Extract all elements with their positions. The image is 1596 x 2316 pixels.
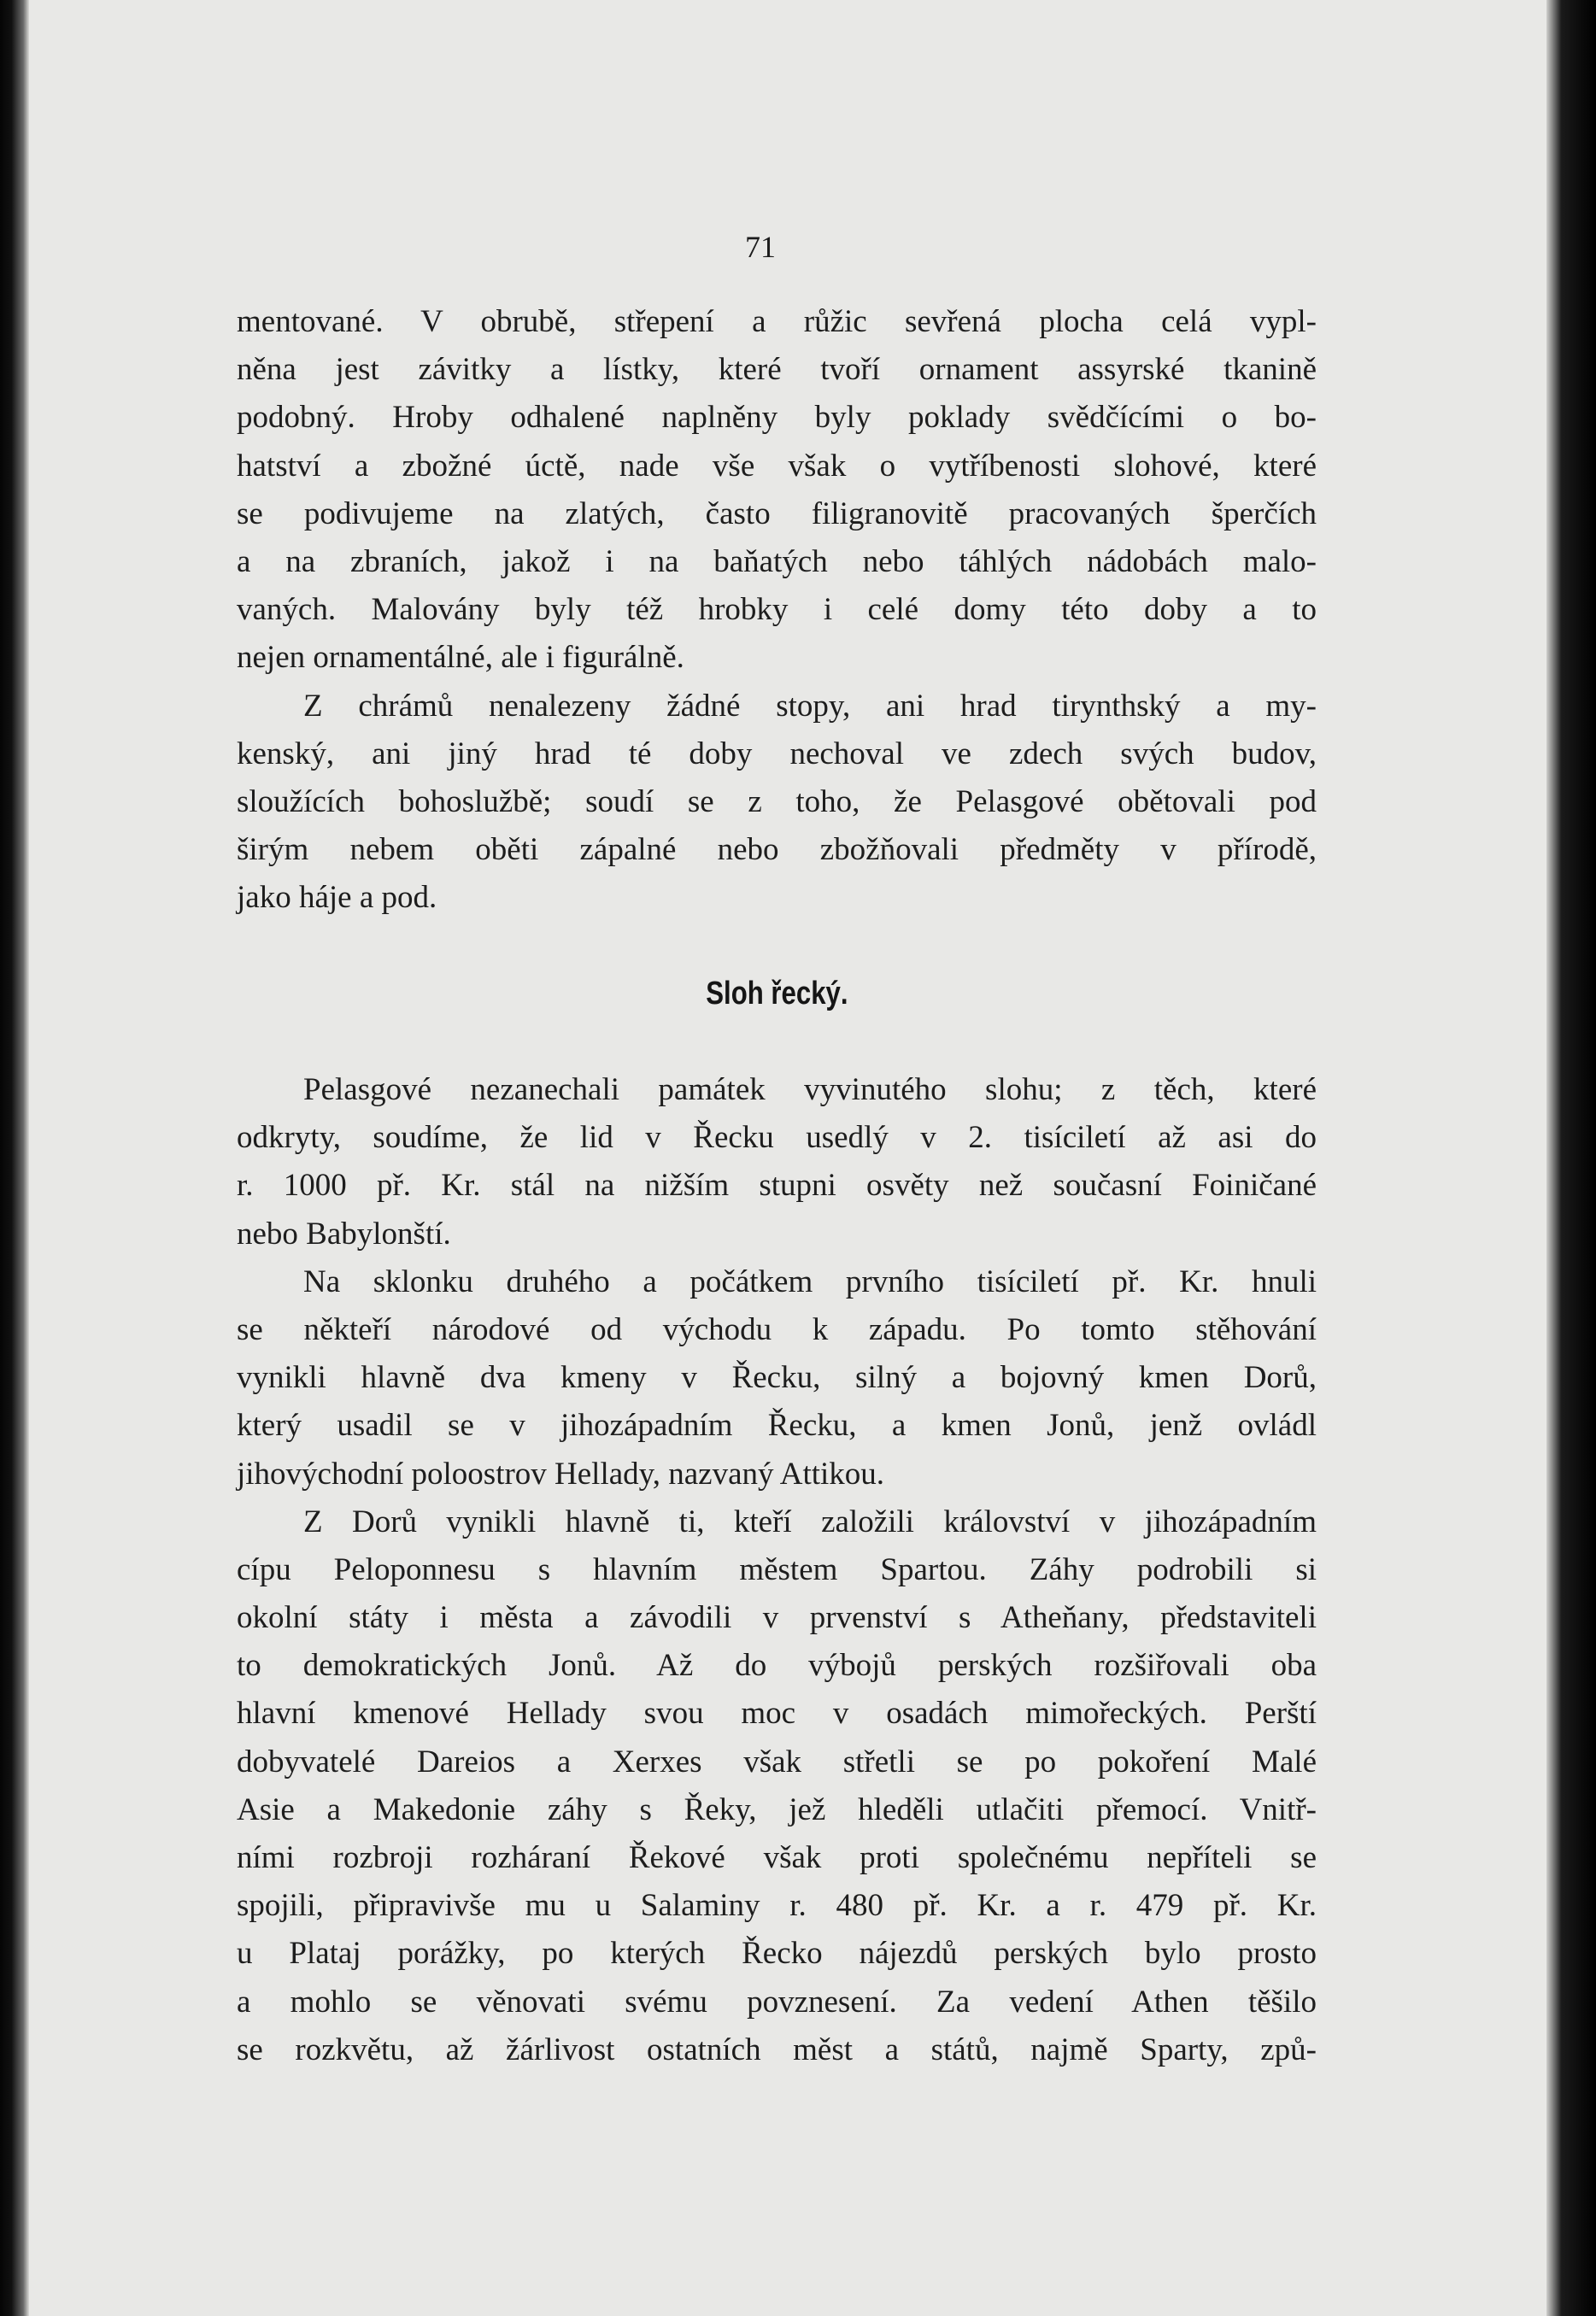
section-heading [237,922,1317,1066]
section-heading-text: Sloh řecký. [705,976,848,1012]
text-line: podobný. Hroby odhalené naplněny byly poklady svědčícími o bo- [237,400,1317,436]
scan-right-edge [1546,0,1596,2316]
text-line: hlavní kmenové Hellady svou moc v osadách mimořeckých. Perští [237,1696,1317,1732]
text-line: nebo Babylonští. [237,1216,451,1252]
section-before-heading [237,298,1317,922]
text-line: okolní státy i města a závodili v prvenství s Atheňany, představiteli [237,1600,1317,1636]
paragraph [237,683,1317,923]
text-line: a na zbraních, jakož i na baňatých nebo táhlých nádobách malo- [237,543,1317,579]
scan-left-edge [0,0,29,2316]
text-line: u Plataj porážky, po kterých Řecko nájezdů perských bylo prosto [237,1936,1317,1972]
section-after-heading [237,1066,1317,2074]
text-line: vaných. Malovány byly též hrobky i celé domy této doby a to [237,592,1317,628]
text-line: se rozkvětu, až žárlivost ostatních měst a států, najmě Sparty, způ- [237,2032,1317,2067]
page-number: 71 [745,230,776,264]
text-line: to demokratických Jonů. Až do výbojů perských rozšiřovali oba [237,1648,1317,1684]
text-line: hatství a zbožné úctě, nade vše však o vytříbenosti slohové, které [237,448,1317,484]
text-line: se podivujeme na zlatých, často filigranovitě pracovaných šperčích [237,495,1317,531]
text-line: Z chrámů nenalezeny žádné stopy, ani hrad tirynthský a my- [303,688,1317,724]
text-line: cípu Peloponnesu s hlavním městem Spartou. Záhy podrobili si [237,1551,1317,1587]
text-line: dobyvatelé Dareios a Xerxes však střetli se po pokoření Malé [237,1744,1317,1780]
text-line: kenský, ani jiný hrad té doby nechoval ve zdech svých budov, [237,736,1317,771]
text-line: něna jest závitky a lístky, které tvoří ornament assyrské tkanině [237,352,1317,388]
text-line: sloužících bohoslužbě; soudí se z toho, že Pelasgové obětovali pod [237,783,1317,819]
text-line: Pelasgové nezanechali památek vyvinutého slohu; z těch, které [303,1072,1317,1108]
text-line: vynikli hlavně dva kmeny v Řecku, silný a bojovný kmen Dorů, [237,1360,1317,1396]
paragraph [237,1498,1317,2074]
paragraph [237,1066,1317,1258]
text-line: se někteří národové od východu k západu. Po tomto stěhování [237,1311,1317,1347]
text-line: Asie a Makedonie záhy s Řeky, jež hleděli utlačiti přemocí. Vnitř- [237,1791,1317,1827]
text-line: širým nebem oběti zápalné nebo zbožňovali předměty v přírodě, [237,832,1317,868]
text-line: odkryty, soudíme, že lid v Řecku usedlý v 2. tisíciletí až asi do [237,1120,1317,1156]
text-line: který usadil se v jihozápadním Řecku, a kmen Jonů, jenž ovládl [237,1408,1317,1444]
text-line: a mohlo se věnovati svému povznesení. Za vedení Athen těšilo [237,1984,1317,2020]
text-line: Z Dorů vynikli hlavně ti, kteří založili království v jihozápadním [303,1504,1317,1539]
page-body [237,298,1317,2074]
text-line: ními rozbroji rozháraní Řekové však proti společnému nepříteli se [237,1840,1317,1876]
text-line: Na sklonku druhého a počátkem prvního tisíciletí př. Kr. hnuli [303,1264,1317,1299]
paragraph [237,298,1317,683]
text-line: spojili, připravivše mu u Salaminy r. 480 př. Kr. a r. 479 př. Kr. [237,1888,1317,1924]
text-line: mentované. V obrubě, střepení a růžic sevřená plocha celá vypl- [237,304,1317,339]
text-line: jako háje a pod. [237,880,437,916]
text-line: r. 1000 př. Kr. stál na nižším stupni osvěty než současní Foiničané [237,1168,1317,1204]
text-line: jihovýchodní poloostrov Hellady, nazvaný Attikou. [237,1456,885,1492]
text-line: nejen ornamentálné, ale i figurálně. [237,640,684,676]
paragraph [237,1258,1317,1498]
